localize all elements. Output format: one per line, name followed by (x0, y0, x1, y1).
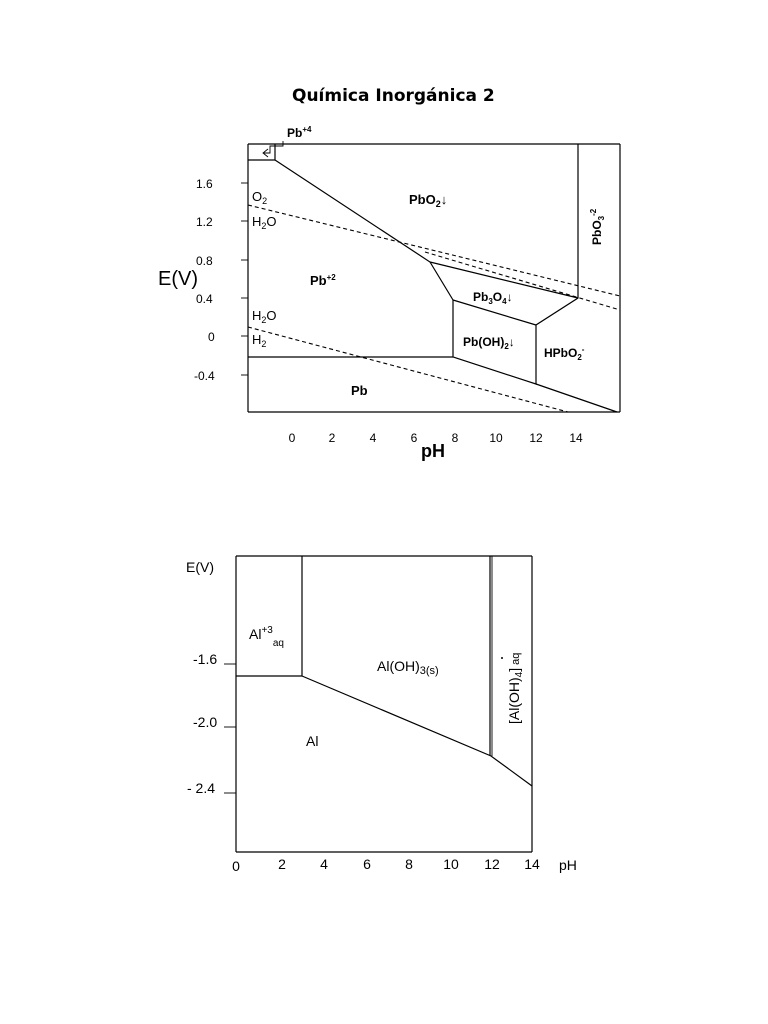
pb-y-tick-label: 0 (208, 330, 215, 344)
pb-y-tick-label: 1.2 (196, 215, 213, 229)
pb3o4-region-label: $Pb_3O_4↓$ (473, 290, 513, 306)
pb-x-tick-label: 14 (569, 431, 583, 445)
al-x-axis-label: pH (559, 857, 577, 873)
pb2-region-label: $Pb^{+2}$ (310, 273, 336, 288)
pb-y-tick-label: -0.4 (194, 369, 215, 383)
al-x-tick-label: 4 (320, 856, 328, 872)
al-metal-boundary (302, 676, 532, 786)
aloh3-region-label: $Al(OH)_{3(s)}$ (377, 658, 439, 677)
al-x-tick-label: 12 (484, 856, 500, 872)
pb4-region-label: $Pb^{+4}$ (287, 125, 312, 140)
pb4-callout-arrow (264, 141, 283, 153)
pb-x-tick-label: 6 (410, 431, 418, 445)
pb-x-axis-label: pH (421, 441, 445, 461)
pb-diagram (158, 125, 620, 461)
pb-x-tick-label: 4 (369, 431, 377, 445)
pb-boundaries-main (275, 144, 578, 384)
al-x-tick-label: 14 (524, 856, 540, 872)
h2-label: $H_2$ (252, 332, 267, 349)
h2o-label-top: $H_2O$ (252, 214, 277, 231)
pbo2-region-label: PbO$_2$↓ (409, 192, 448, 209)
pb-x-tick-label: 8 (451, 431, 459, 445)
al-y-tick-label: -2.0 (193, 714, 218, 730)
al3-region-label: $Al^{+3}_{aq}$ (249, 625, 284, 649)
pb-x-tick-label: 2 (328, 431, 336, 445)
al-diagram (186, 556, 577, 874)
h2o-h2-line (248, 327, 568, 412)
al-y-tick-label: - 2.4 (187, 780, 216, 796)
aloh4-charge-dot (501, 657, 503, 659)
al-x-tick-label: 6 (363, 856, 371, 872)
o2-h2o-line-lower (425, 252, 620, 310)
o2-label: $O_2$ (252, 189, 268, 206)
aloh4-region-label: $[Al(OH)_4]aq$ (506, 652, 525, 724)
h2o-label-bottom: $H_2O$ (252, 308, 277, 325)
pboh2-region-label: $Pb(OH)_2↓$ (463, 335, 515, 351)
pb-metal-region-label: Pb (351, 383, 368, 398)
al-x-tick-label: 8 (405, 856, 413, 872)
al-metal-region-label: Al (306, 733, 319, 749)
pbo3-region-label: PbO$_3^{-2}$ (589, 208, 606, 245)
pb-y-axis-label: E(V) (158, 268, 198, 290)
hpbo2-region-label: HPbO$_2$- (544, 345, 585, 362)
pb-y-tick-label: 0.8 (196, 254, 213, 268)
pb-y-tick-label: 1.6 (196, 177, 213, 191)
al-x-tick-label: 2 (278, 856, 286, 872)
hpbo2-pb-boundary (536, 384, 617, 412)
o2-h2o-line (248, 205, 620, 296)
pb-x-tick-label: 12 (529, 431, 543, 445)
pb-x-tick-label: 0 (288, 431, 296, 445)
al-y-tick-label: -1.6 (193, 651, 218, 667)
al-x-tick-label: 10 (443, 856, 459, 872)
al-y-axis-label: E(V) (186, 559, 214, 575)
page-title: Química Inorgánica 2 (292, 86, 495, 106)
al-x-tick-label: 0 (232, 858, 240, 874)
pb-x-tick-label: 10 (489, 431, 503, 445)
pb-y-tick-label: 0.4 (196, 292, 213, 306)
